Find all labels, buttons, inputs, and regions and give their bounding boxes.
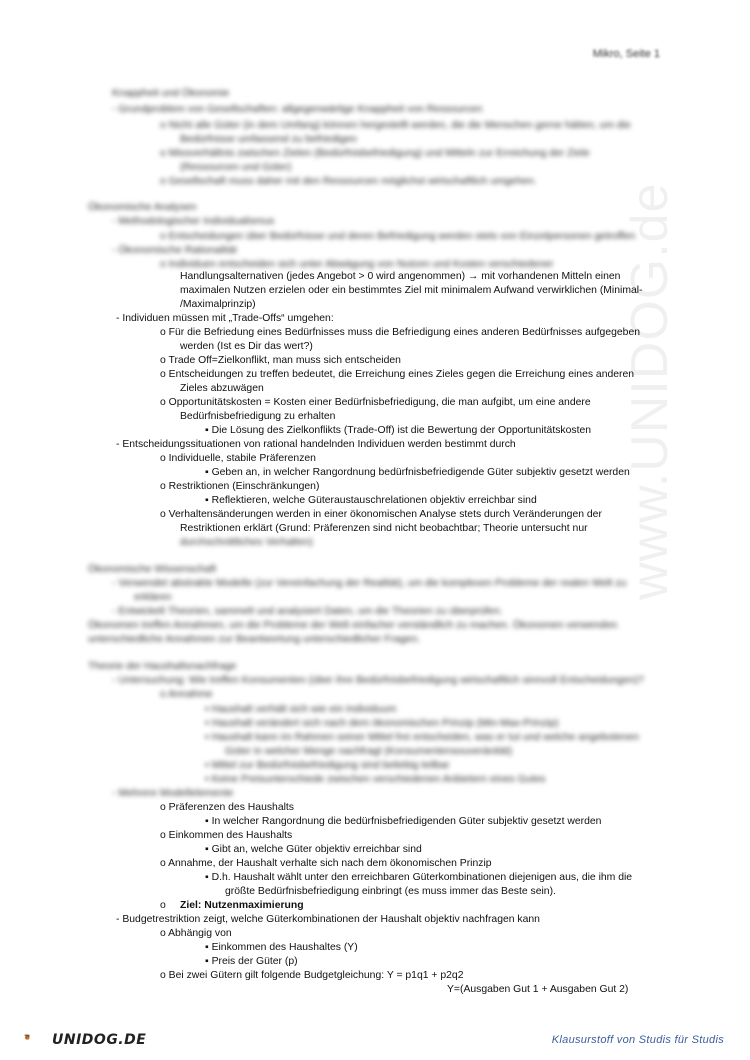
text-line: maximalen Nutzen erzielen oder ein bestimmtes Ziel mit minimalem Aufwand verwirklichen (Minimal-: [180, 285, 643, 296]
text-line: ▪ In welcher Rangordnung die bedürfnisbefriedigenden Güter subjektiv gesetzt werden: [205, 816, 602, 827]
text-line: ▪ Haushalt kann im Rahmen seiner Mittel frei entscheiden, was er tut und welche angebotenen: [205, 732, 639, 743]
text-line: - Entscheidungssituationen von rational handelnden Individuen werden bestimmt durch: [116, 439, 516, 450]
text-line: Ökonomische Analysen: [88, 202, 197, 213]
text-line: ▪ Reflektieren, welche Güteraustauschrelationen objektiv erreichbar sind: [205, 495, 537, 506]
logo-text: UNIDOG.DE: [52, 1032, 147, 1048]
text-line: - Untersuchung: Wie treffen Konsumenten (über ihre Bedürfnisbefriedigung wirtschaftlich sinnvoll Entscheidungen)?: [112, 675, 644, 686]
text-line: - Ökonomische Rationalität: [112, 245, 237, 256]
text-line: ▪ Keine Preisunterschiede zwischen verschiedenen Anbietern eines Gutes: [205, 774, 546, 785]
text-line: o Opportunitätskosten = Kosten einer Bedürfnisbefriedigung, die man aufgibt, um eine andere: [160, 397, 591, 408]
text-line: ▪ Preis der Güter (p): [205, 956, 298, 967]
text-line: ▪ Die Lösung des Zielkonflikts (Trade-Off) ist die Bewertung der Opportunitätskosten: [205, 425, 592, 436]
text-line: o Individuelle, stabile Präferenzen: [160, 453, 316, 464]
unidog-logo: [24, 1022, 54, 1052]
text-line: - Entwickelt Theorien, sammelt und analysiert Daten, um die Theorien zu überprüfen.: [112, 606, 503, 617]
text-line: Ökonomen treffen Annahmen, um die Probleme der Welt einfacher verständlich zu machen. Ökonomen verwenden: [88, 620, 618, 631]
text-line: - Grundproblem von Gesellschaften: allgegenwärtige Knappheit von Ressourcen: [112, 104, 483, 115]
text-line: Ökonomische Wissenschaft: [88, 564, 217, 575]
text-line: Zieles abzuwägen: [180, 383, 264, 394]
text-line: - Individuen müssen mit „Trade-Offs“ umgehen:: [116, 313, 334, 324]
text-line: o: [160, 900, 166, 911]
text-line: o Individuen entscheiden sich unter Abwägung von Nutzen und Kosten verschiedener: [160, 259, 554, 270]
text-line: o Entscheidungen zu treffen bedeutet, die Erreichung eines Zieles gegen die Erreichung eines anderen: [160, 369, 635, 380]
text-line: - Mehrere Modellelemente: [112, 788, 234, 799]
text-line: Bedürfnisse umfassend zu befriedigen: [180, 134, 357, 145]
text-line: o Bei zwei Gütern gilt folgende Budgetgleichung: Y = p1q1 + p2q2: [160, 970, 464, 981]
text-line: (Ressourcen und Güter): [180, 162, 292, 173]
text-line: Knappheit und Ökonomie: [112, 88, 230, 99]
text-line: o Missverhältnis zwischen Zielen (Bedürfnisbefriedigung) und Mitteln zur Erreichung der Ziele: [160, 148, 590, 159]
text-line: o Annahme, der Haushalt verhalte sich nach dem ökonomischen Prinzip: [160, 858, 492, 869]
text-line: o Annahme: [160, 689, 213, 700]
text-line: ▪ Einkommen des Haushaltes (Y): [205, 942, 358, 953]
text-line: Güter in welcher Menge nachfragt (Konsumentensouveränität): [225, 746, 513, 757]
text-line: ▪ Mittel zur Bedürfnisbefriedigung sind beliebig teilbar: [205, 760, 450, 771]
text-line: durchschnittliches Verhalten): [180, 537, 313, 548]
text-line: Y=(Ausgaben Gut 1 + Ausgaben Gut 2): [447, 984, 629, 995]
text-line: o Abhängig von: [160, 928, 232, 939]
text-line: o Trade Off=Zielkonflikt, man muss sich entscheiden: [160, 355, 401, 366]
text-line: - Budgetrestriktion zeigt, welche Güterkombinationen der Haushalt objektiv nachfragen kann: [116, 914, 540, 925]
text-line: größte Bedürfnisbefriedigung einbringt (es muss immer das Beste sein).: [225, 886, 556, 897]
text-line: /Maximalprinzip): [180, 299, 256, 310]
text-line: ▪ Geben an, in welcher Rangordnung bedürfnisbefriedigende Güter subjektiv gesetzt werden: [205, 467, 630, 478]
text-line: o Entscheidungen über Bedürfnisse und deren Befriedigung werden stets von Einzelpersonen getroffen: [160, 231, 636, 242]
text-line: Restriktionen erklärt (Grund: Präferenzen sind nicht beobachtbar; Theorie untersucht nur: [180, 523, 588, 534]
text-line: o Einkommen des Haushalts: [160, 830, 293, 841]
text-line: o Verhaltensänderungen werden in einer ökonomischen Analyse stets durch Veränderungen der: [160, 509, 602, 520]
page-header: Mikro, Seite 1: [592, 48, 660, 60]
text-line: o Restriktionen (Einschränkungen): [160, 481, 320, 492]
text-line: - Verwendet abstrakte Modelle (zur Vereinfachung der Realität), um die komplexen Probleme der realen Welt zu: [112, 578, 627, 589]
text-line: - Methodologischer Individualismus: [112, 216, 275, 227]
text-line: o Gesellschaft muss daher mit den Ressourcen möglichst wirtschaftlich umgehen.: [160, 176, 537, 187]
text-line: unterschiedliche Annahmen zur Beantwortung unterschiedlicher Fragen.: [88, 634, 421, 645]
text-line: ▪ D.h. Haushalt wählt unter den erreichbaren Güterkombinationen diejenigen aus, die ihm die: [205, 872, 633, 883]
text-line: erklären: [134, 592, 172, 603]
text-line: Theorie der Haushaltsnachfrage: [88, 661, 237, 672]
text-line: Ziel: Nutzenmaximierung: [180, 900, 304, 911]
footer-slogan: Klausurstoff von Studis für Studis: [551, 1034, 724, 1046]
text-line: ▪ Haushalt verändert sich nach dem ökonomischen Prinzip (Min-Max-Prinzip): [205, 718, 559, 729]
text-line: werden (Ist es Dir das wert?): [180, 341, 313, 352]
text-line: o Nicht alle Güter (in dem Umfang) können hergestellt werden, die die Menschen gerne hätten, um die: [160, 120, 631, 131]
text-line: ▪ Gibt an, welche Güter objektiv erreichbar sind: [205, 844, 422, 855]
text-line: o Für die Befriedung eines Bedürfnisses muss die Befriedigung eines anderen Bedürfnisses aufgegeben: [160, 327, 641, 338]
text-line: o Präferenzen des Haushalts: [160, 802, 295, 813]
text-line: Handlungsalternativen (jedes Angebot > 0 wird angenommen) → mit vorhandenen Mitteln einen: [180, 271, 621, 282]
watermark: www.UNIDOG.de: [621, 182, 679, 600]
text-line: ▪ Haushalt verhält sich wie ein Individuum: [205, 704, 397, 715]
text-line: Bedürfnisbefriedigung zu erhalten: [180, 411, 336, 422]
